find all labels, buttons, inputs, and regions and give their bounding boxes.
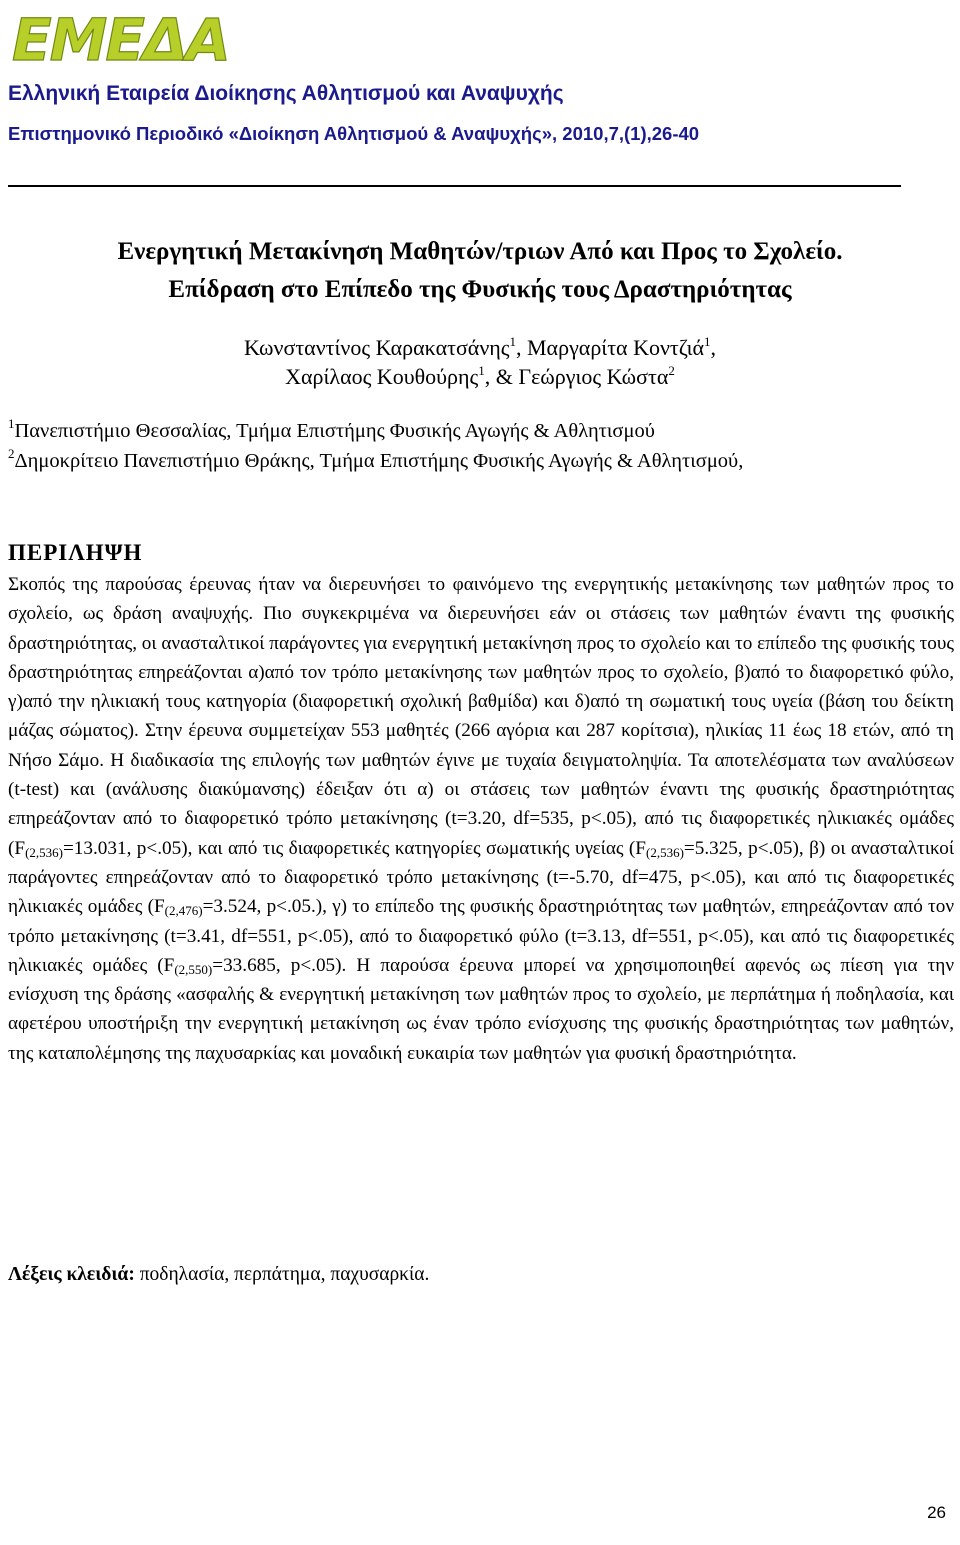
author-affiliation-mark: 1 <box>704 334 711 349</box>
author-separator: , & <box>484 364 519 389</box>
author-name: Γεώργιος Κώστα <box>518 364 669 389</box>
author-separator: , <box>710 335 717 360</box>
abstract-text: =3.524, p<.05.), γ) το επίπεδο της φυσικής δραστηριότητας των μαθητών, επηρεάζονταν από τον τρόπο μετακίνησης (t=3.41, df=551, p<.05), από το διαφορετικό φύλο (t=3.13, df=551, p<.05), και από τις διαφορετικές ηλικιακές ομάδες (F <box>8 896 954 976</box>
author-affiliation-mark: 1 <box>478 363 485 378</box>
affiliation-text: Δημοκρίτειο Πανεπιστήμιο Θράκης, Τμήμα Επιστήμης Φυσικής Αγωγής & Αθλητισμού, <box>14 450 744 472</box>
affiliation-1 <box>8 416 655 443</box>
abstract-heading: ΠΕΡΙΛΗΨΗ <box>8 540 143 565</box>
keywords-label: Λέξεις κλειδιά: <box>8 1264 135 1285</box>
society-name: Ελληνική Εταιρεία Διοίκησης Αθλητισμού και Αναψυχής <box>8 82 564 105</box>
page-number: 26 <box>927 1503 946 1522</box>
authors-line-2 <box>0 364 960 390</box>
header-divider <box>8 185 901 187</box>
author-name: Χαρίλαος Κουθούρης <box>285 364 479 389</box>
stat-subscript: (2,536) <box>25 844 63 860</box>
author-affiliation-mark: 2 <box>668 363 675 378</box>
abstract-text: =33.685, p<.05). Η παρούσα έρευνα μπορεί να χρησιμοποιηθεί αφενός ως πίεση για την ενίσχυση της δράσης «ασφαλής & ενεργητική μετακίνηση των μαθητών προς το σχολείο, με περπάτημα ή ποδηλασία, και αφετέρου υποστήριξη την ενεργητική μετακίνηση ως έναν τρόπο ενίσχυσης της φυσικής δραστηριότητας των μαθητών, της καταπολέμησης της παχυσαρκίας και μοναδική ευκαιρία των μαθητών για φυσική δραστηριότητα. <box>8 954 955 1064</box>
affiliation-number: 2 <box>8 446 15 461</box>
logo-wordmark: EMEΔA <box>12 6 229 70</box>
abstract-body <box>8 570 954 1068</box>
author-separator: , <box>516 335 527 360</box>
author-name: Μαργαρίτα Κοντζιά <box>527 335 705 360</box>
author-affiliation-mark: 1 <box>509 334 516 349</box>
stat-subscript: (2,536) <box>645 844 684 860</box>
abstract-paragraph <box>8 570 954 1068</box>
authors-line-1 <box>0 335 960 361</box>
affiliation-2 <box>8 446 744 473</box>
abstract-text: =5.325, p<.05), β) οι ανασταλτικοί παράγοντες επηρεάζονταν από το διαφορετικό τρόπο μετακίνησης (t=-5.70, df=475, p<.05), και από τις διαφορετικές ηλικιακές ομάδες (F <box>8 837 954 918</box>
keywords-text: ποδηλασία, περπάτημα, παχυσαρκία. <box>134 1264 430 1285</box>
abstract-text: =13.031, p<.05), και από τις διαφορετικές κατηγορίες σωματικής υγείας (F <box>62 837 646 859</box>
author-name: Κωνσταντίνος Καρακατσάνης <box>243 335 510 360</box>
stat-subscript: (2,476) <box>164 903 203 919</box>
article-title-line-2: Επίδραση στο Επίπεδο της Φυσικής τους Δραστηριότητας <box>168 276 792 303</box>
article-title-line-1: Ενεργητική Μετακίνηση Μαθητών/τριων Από και Προς το Σχολείο. <box>117 238 843 265</box>
stat-subscript: (2,550) <box>174 961 213 977</box>
journal-citation: Επιστημονικό Περιοδικό «Διοίκηση Αθλητισμού & Αναψυχής», 2010,7,(1),26-40 <box>8 123 700 144</box>
journal-logo <box>10 4 250 70</box>
affiliation-text: Πανεπιστήμιο Θεσσαλίας, Τμήμα Επιστήμης Φυσικής Αγωγής & Αθλητισμού <box>14 420 655 442</box>
abstract-text: Σκοπός της παρούσας έρευνας ήταν να διερευνήσει το φαινόμενο της ενεργητικής μετακίνησης των μαθητών προς το σχολείο, ως δράση αναψυχής. Πιο συγκεκριμένα να διερευνήσει εάν οι στάσεις των μαθητών έναντι της φυσικής δραστηριότητας, οι ανασταλτικοί παράγοντες για ενεργητική μετακίνηση προς το σχολείο και το επίπεδο της φυσικής τους δραστηριότητας επηρεάζονται α)από τον τρόπο μετακίνησης των μαθητών προς το σχολείο, β)από το διαφορετικό φύλο, γ)από την ηλικιακή τους κατηγορία (διαφορετική σχολική βαθμίδα) και δ)από τη σωματική τους υγεία (βάση του δείκτη μάζας σώματος). Στην έρευνα συμμετείχαν 553 μαθητές (266 αγόρια και 287 κορίτσια), ηλικίας 11 έως 18 ετών, από τη Νήσο Σάμο. Η διαδικασία της επιλογής των μαθητών έγινε με τυχαία δειγματοληψία. Τα αποτελέσματα των αναλύσεων (t-test) και (ανάλυσης διακύμανσης) έδειξαν ότι α) οι στάσεις των μαθητών έναντι της φυσικής δραστηριότητας επηρεάζονταν από το διαφορετικό τρόπο μετακίνησης (t=3.20, df=535, p<.05), από τις διαφορετικές ηλικιακές ομάδες (F <box>8 574 954 859</box>
affiliation-number: 1 <box>8 416 15 431</box>
keywords <box>8 1264 429 1286</box>
